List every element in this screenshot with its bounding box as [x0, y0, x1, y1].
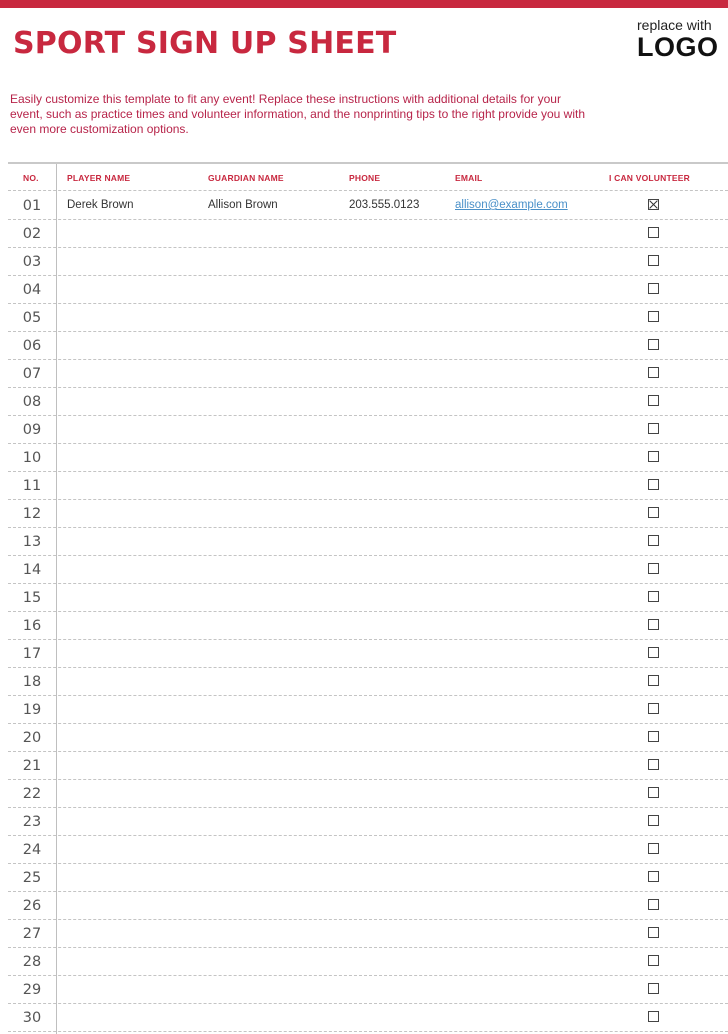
table-row	[8, 807, 728, 836]
volunteer-checkbox[interactable]	[648, 339, 659, 350]
volunteer-checkbox[interactable]	[648, 283, 659, 294]
table-row	[8, 891, 728, 920]
volunteer-checkbox[interactable]	[648, 787, 659, 798]
header-volunteer: I CAN VOLUNTEER	[609, 173, 690, 183]
table-row	[8, 247, 728, 276]
table-row	[8, 499, 728, 528]
table-row	[8, 723, 728, 752]
volunteer-checkbox[interactable]	[648, 199, 659, 210]
volunteer-checkbox[interactable]	[648, 927, 659, 938]
row-number: 15	[22, 590, 42, 606]
table-row	[8, 779, 728, 808]
volunteer-checkbox[interactable]	[648, 535, 659, 546]
row-number: 27	[22, 926, 42, 942]
row-number: 11	[22, 478, 42, 494]
row-number: 20	[22, 730, 42, 746]
row-number: 07	[22, 366, 42, 382]
table-row	[8, 639, 728, 668]
header-player-name: PLAYER NAME	[67, 173, 131, 183]
table-row	[8, 695, 728, 724]
row-number: 02	[22, 226, 42, 242]
header-no: NO.	[23, 173, 39, 183]
table-row	[8, 359, 728, 388]
table-row	[8, 471, 728, 500]
volunteer-checkbox[interactable]	[648, 647, 659, 658]
row-number: 26	[22, 898, 42, 914]
page-title: SPORT SIGN UP SHEET	[13, 26, 397, 61]
volunteer-checkbox[interactable]	[648, 871, 659, 882]
table-row	[8, 667, 728, 696]
table-row	[8, 975, 728, 1004]
instructions-text: Easily customize this template to fit any event! Replace these instructions with additional details for your event, such as practice times and volunteer information, and the nonprinting tips to the right provide you with even more customization options.	[10, 92, 585, 136]
row-number: 10	[22, 450, 42, 466]
row-number: 05	[22, 310, 42, 326]
table-row	[8, 275, 728, 304]
row-number: 06	[22, 338, 42, 354]
table-row	[8, 947, 728, 976]
logo-top-text: replace with	[637, 17, 712, 33]
header-guardian-name: GUARDIAN NAME	[208, 173, 284, 183]
table-row	[8, 919, 728, 948]
volunteer-checkbox[interactable]	[648, 1011, 659, 1022]
table-row	[8, 415, 728, 444]
top-accent-bar	[0, 0, 728, 8]
table-row	[8, 331, 728, 360]
header-email: EMAIL	[455, 173, 483, 183]
volunteer-checkbox[interactable]	[648, 395, 659, 406]
table-row	[8, 443, 728, 472]
volunteer-checkbox[interactable]	[648, 227, 659, 238]
row-number: 08	[22, 394, 42, 410]
table-row	[8, 863, 728, 892]
table-row	[8, 555, 728, 584]
row-number: 28	[22, 954, 42, 970]
header-phone: PHONE	[349, 173, 381, 183]
volunteer-checkbox[interactable]	[648, 507, 659, 518]
row-number: 09	[22, 422, 42, 438]
row-number: 01	[22, 198, 42, 214]
volunteer-checkbox[interactable]	[648, 815, 659, 826]
row-number: 24	[22, 842, 42, 858]
table-row	[8, 387, 728, 416]
table-row	[8, 191, 728, 220]
player-name-cell[interactable]: Derek Brown	[67, 199, 134, 211]
volunteer-checkbox[interactable]	[648, 255, 659, 266]
table-row	[8, 751, 728, 780]
volunteer-checkbox[interactable]	[648, 675, 659, 686]
row-number: 29	[22, 982, 42, 998]
row-number: 25	[22, 870, 42, 886]
table-header-row	[8, 164, 728, 191]
logo-placeholder	[637, 17, 727, 61]
phone-cell[interactable]: 203.555.0123	[349, 199, 420, 211]
row-number: 30	[22, 1010, 42, 1026]
row-number: 16	[22, 618, 42, 634]
volunteer-checkbox[interactable]	[648, 451, 659, 462]
volunteer-checkbox[interactable]	[648, 731, 659, 742]
row-number: 21	[22, 758, 42, 774]
row-number: 03	[22, 254, 42, 270]
table-row	[8, 835, 728, 864]
volunteer-checkbox[interactable]	[648, 759, 659, 770]
row-number: 12	[22, 506, 42, 522]
guardian-name-cell[interactable]: Allison Brown	[208, 199, 278, 211]
signup-table	[8, 162, 728, 1034]
volunteer-checkbox[interactable]	[648, 367, 659, 378]
row-number: 22	[22, 786, 42, 802]
table-row	[8, 1003, 728, 1032]
table-row	[8, 303, 728, 332]
volunteer-checkbox[interactable]	[648, 703, 659, 714]
table-row	[8, 219, 728, 248]
volunteer-checkbox[interactable]	[648, 311, 659, 322]
volunteer-checkbox[interactable]	[648, 563, 659, 574]
row-number: 19	[22, 702, 42, 718]
logo-main-text: LOGO	[637, 32, 719, 62]
volunteer-checkbox[interactable]	[648, 423, 659, 434]
volunteer-checkbox[interactable]	[648, 479, 659, 490]
table-row	[8, 527, 728, 556]
volunteer-checkbox[interactable]	[648, 899, 659, 910]
email-cell[interactable]: allison@example.com	[455, 199, 568, 211]
row-number: 17	[22, 646, 42, 662]
table-row	[8, 611, 728, 640]
volunteer-checkbox[interactable]	[648, 591, 659, 602]
row-number: 04	[22, 282, 42, 298]
volunteer-checkbox[interactable]	[648, 983, 659, 994]
table-row	[8, 583, 728, 612]
volunteer-checkbox[interactable]	[648, 619, 659, 630]
row-number: 13	[22, 534, 42, 550]
volunteer-checkbox[interactable]	[648, 955, 659, 966]
volunteer-checkbox[interactable]	[648, 843, 659, 854]
row-number: 18	[22, 674, 42, 690]
row-number: 23	[22, 814, 42, 830]
row-number: 14	[22, 562, 42, 578]
